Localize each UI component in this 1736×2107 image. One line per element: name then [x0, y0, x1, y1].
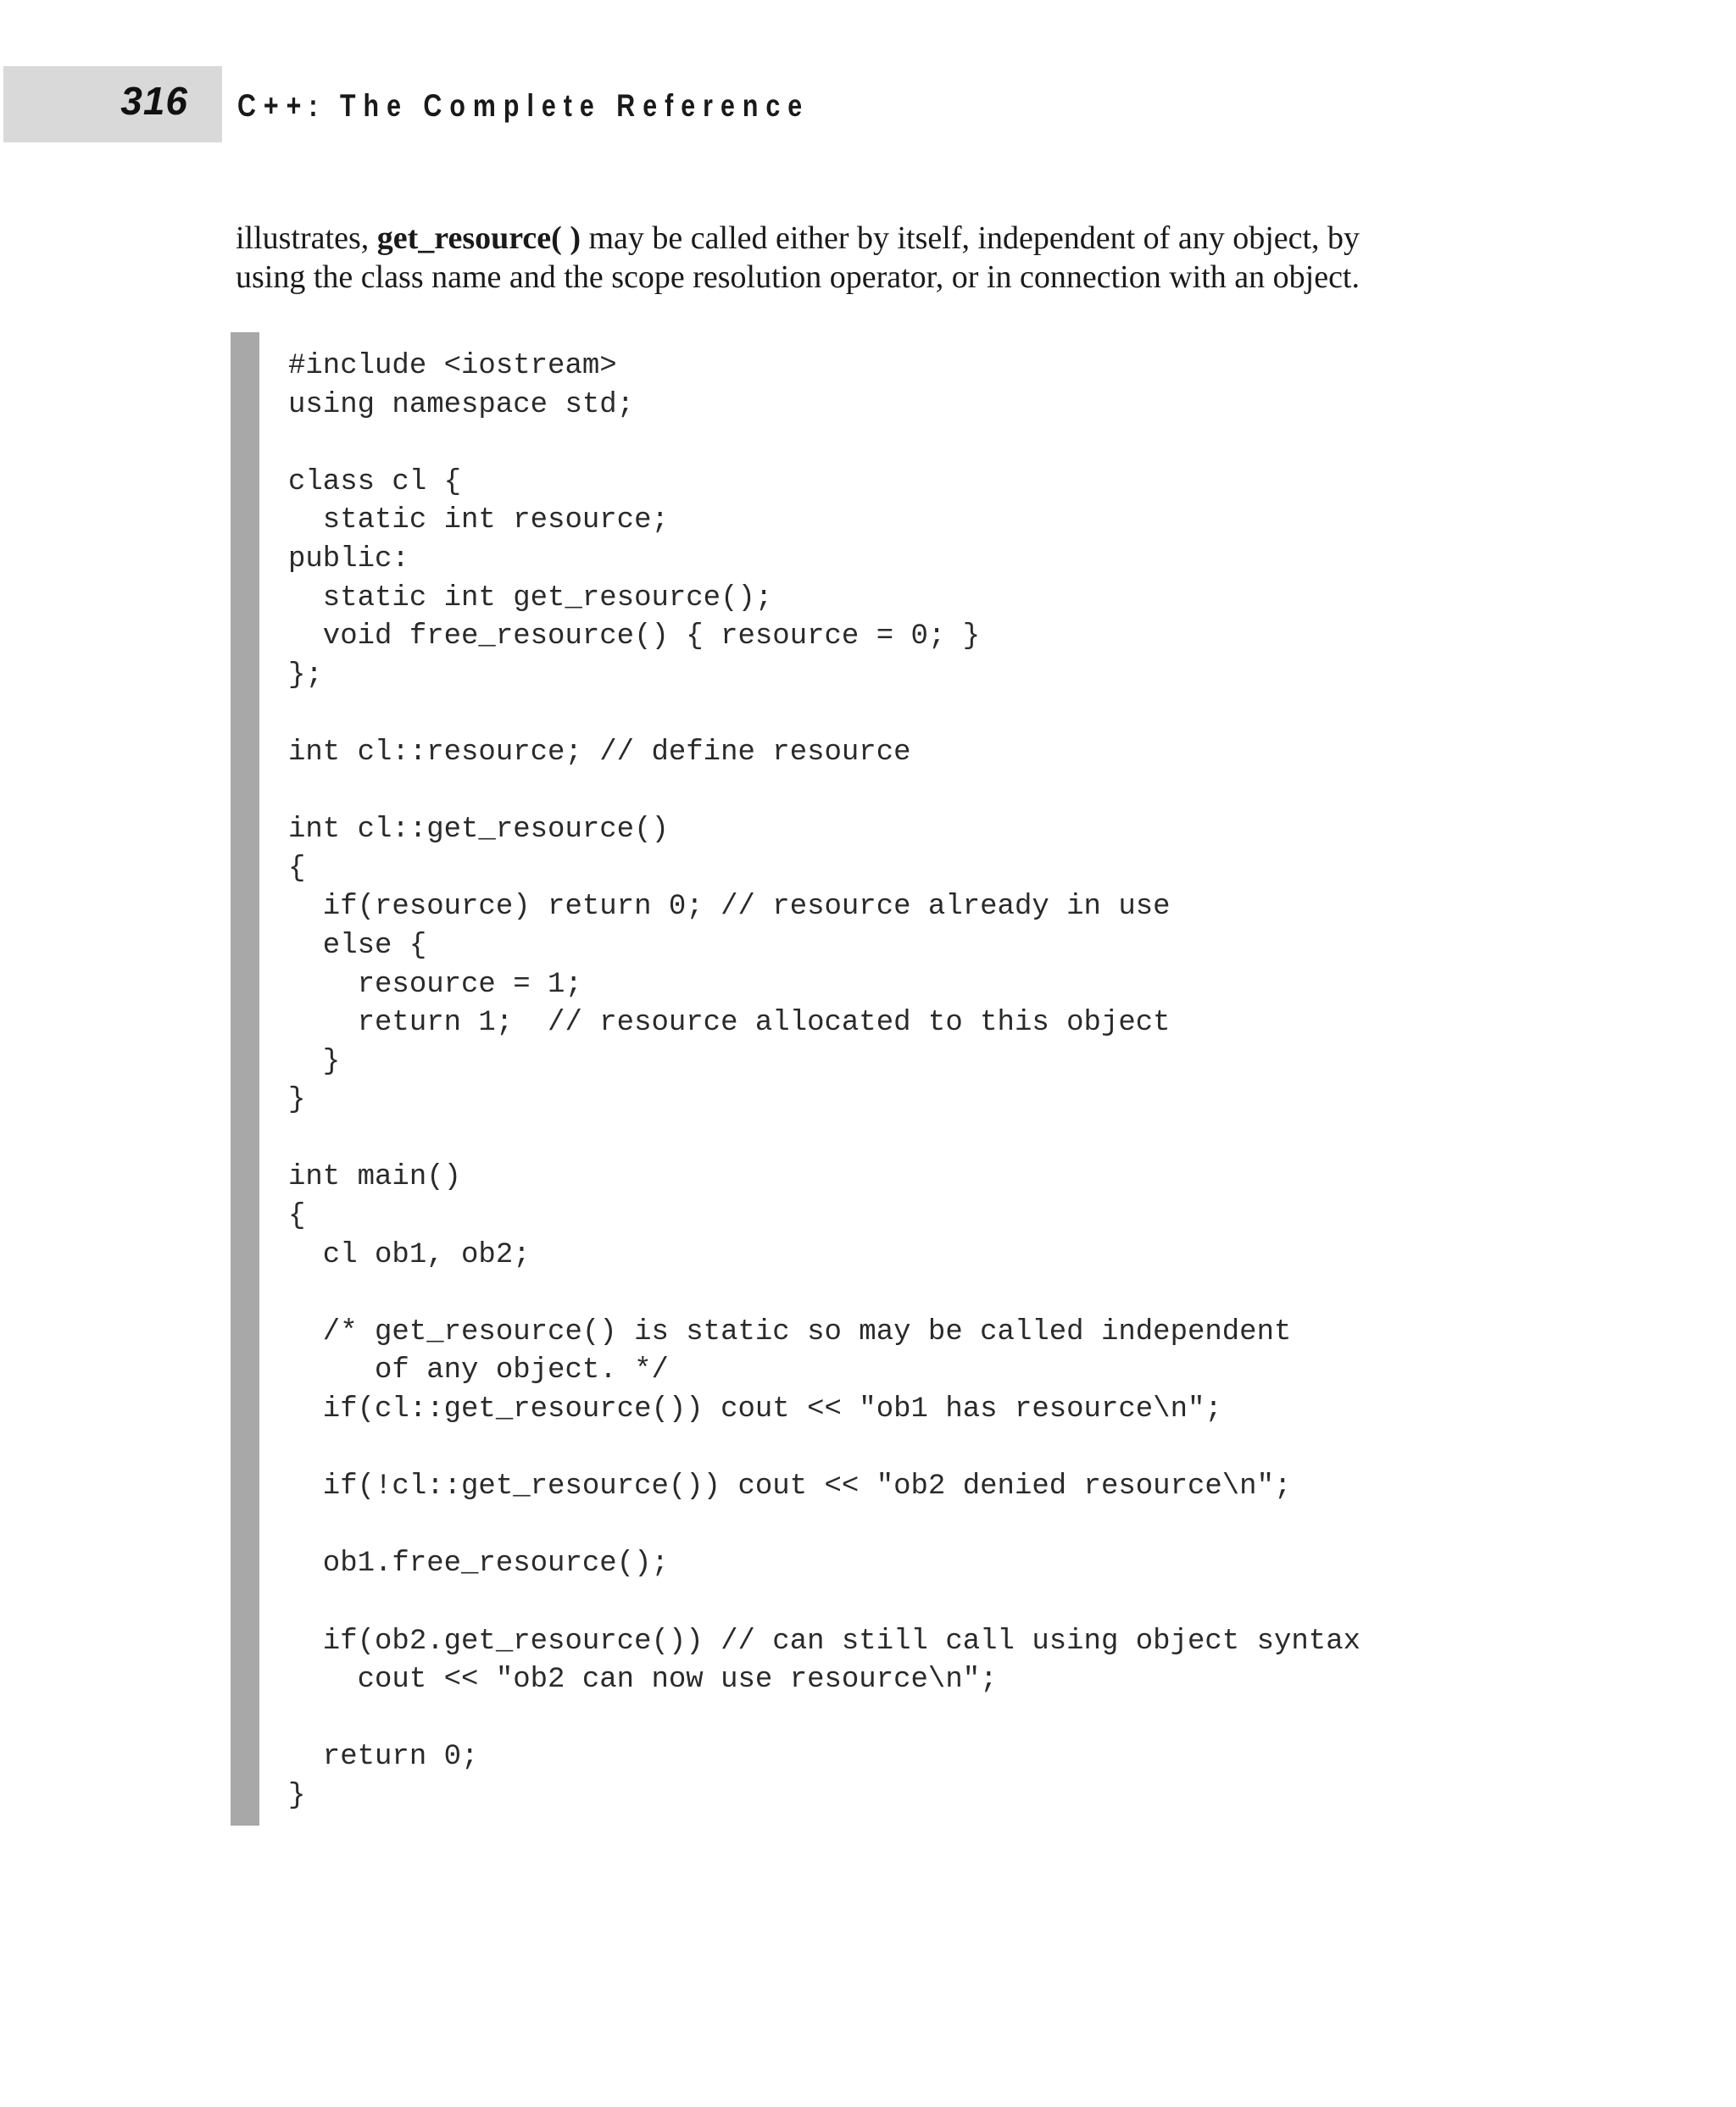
code-line	[288, 1430, 1360, 1469]
code-line: }	[288, 1779, 306, 1812]
code-line: }	[288, 1045, 341, 1078]
running-title: C++: The Complete Reference	[237, 88, 810, 123]
code-line	[288, 1275, 1360, 1314]
paragraph-text: illustrates,	[236, 220, 377, 256]
code-line: return 1; // resource allocated to this object	[288, 1007, 1171, 1040]
code-line: public:	[288, 542, 409, 575]
code-line: ob1.free_resource();	[288, 1548, 669, 1581]
code-line: using namespace std;	[288, 388, 635, 421]
code-line: };	[288, 659, 323, 692]
code-line: static int get_resource();	[288, 581, 773, 614]
code-line: else {	[288, 929, 427, 962]
code-line	[288, 1700, 1360, 1739]
code-line	[288, 695, 1360, 734]
code-line: if(cl::get_resource()) cout << "ob1 has resource\n";	[288, 1393, 1222, 1426]
code-line	[288, 773, 1360, 812]
function-name-bold: get_resource( )	[376, 220, 581, 256]
code-line	[288, 1120, 1360, 1159]
code-line: static int resource;	[288, 504, 669, 537]
code-line: int cl::get_resource()	[288, 814, 669, 847]
code-line: of any object. */	[288, 1354, 669, 1387]
code-line: if(ob2.get_resource()) // can still call using object syntax	[288, 1625, 1361, 1658]
code-line: #include <iostream>	[288, 350, 617, 382]
page-number: 316	[120, 79, 188, 123]
code-line: resource = 1;	[288, 968, 582, 1001]
code-line	[288, 425, 1360, 464]
code-line: {	[288, 852, 306, 885]
code-line: /* get_resource() is static so may be called independent	[288, 1315, 1292, 1348]
intro-paragraph	[236, 219, 1507, 297]
code-line: return 0;	[288, 1741, 479, 1774]
page-number-tab	[3, 66, 222, 142]
code-line: }	[288, 1084, 306, 1117]
code-line: void free_resource() { resource = 0; }	[288, 620, 981, 653]
code-line: {	[288, 1200, 306, 1233]
paragraph-text: may be called either by itself, independent of any object, by	[580, 220, 1360, 256]
code-line: cl ob1, ob2;	[288, 1238, 531, 1271]
code-line: if(resource) return 0; // resource already in use	[288, 891, 1171, 924]
code-line: class cl {	[288, 465, 462, 498]
paragraph-line-1	[236, 219, 1507, 258]
code-line: int main()	[288, 1161, 462, 1194]
code-line	[288, 1507, 1360, 1546]
code-line: if(!cl::get_resource()) cout << "ob2 denied resource\n";	[288, 1470, 1292, 1504]
code-line: cout << "ob2 can now use resource\n";	[288, 1664, 998, 1697]
paragraph-line-2: using the class name and the scope resolution operator, or in connection with an object.	[236, 259, 1360, 295]
code-listing	[288, 347, 1360, 1816]
code-line: int cl::resource; // define resource	[288, 736, 911, 769]
code-margin-bar	[231, 332, 259, 1826]
code-line	[288, 1584, 1360, 1623]
